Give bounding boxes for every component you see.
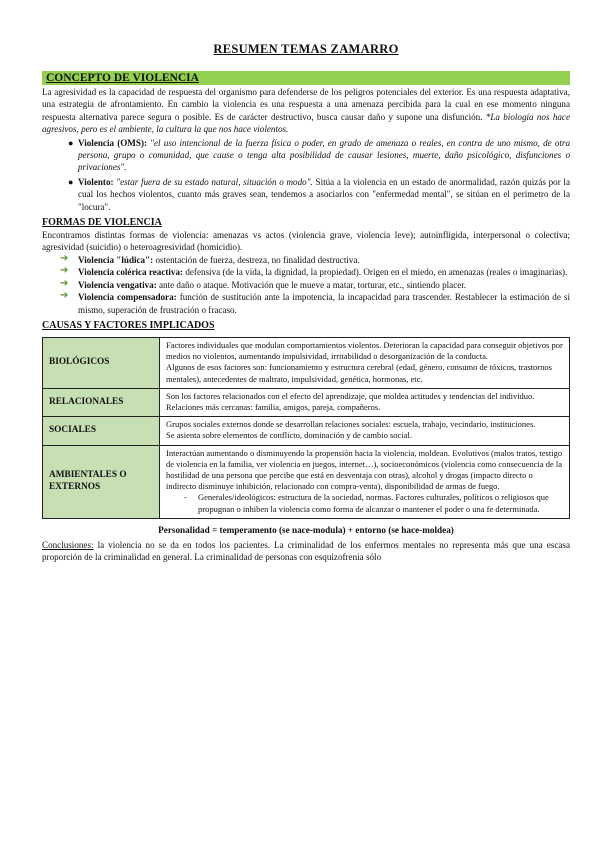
description-line: Factores individuales que modulan comportamientos violentos. Deterioran la capacidad para conseguir objetivos por medios no violentos, aumentando impulsividad, irritabilidad o desorganización de la conducta. xyxy=(166,339,563,362)
concepto-bullet-list xyxy=(42,137,570,213)
description-cell xyxy=(160,337,570,388)
sub-list xyxy=(166,492,563,514)
bullet-icon: ● xyxy=(68,137,74,148)
concepto-intro-text: La agresividad es la capacidad de respuesta del organismo para defenderse de los peligros potenciales del exterior. Es una respuesta adaptativa, una estrategia de afrontamiento. En cambio la violencia es una respuesta a una amenaza percibida para la cual en ese momento ninguna respuesta alternativa parece segura o posible. Es de carácter destructivo, busca causar daño y supone una disfunción. xyxy=(42,87,570,122)
list-item xyxy=(60,265,570,278)
section-heading-causas: CAUSAS Y FACTORES IMPLICADOS xyxy=(42,319,215,331)
item-term: Violencia colérica reactiva: xyxy=(78,267,184,278)
conclusion-text: la violencia no se da en todos los pacientes. La criminalidad de los enfermos mentales no representa más que una escasa proporción de la criminalidad en general. La criminalidad de personas con esquizofrenia sólo xyxy=(42,539,570,563)
description-line: Se asienta sobre elementos de conflicto, dominación y de cambio social. xyxy=(166,430,412,441)
bullet-icon: ● xyxy=(68,176,74,187)
document-title: RESUMEN TEMAS ZAMARRO xyxy=(213,42,399,56)
list-item xyxy=(68,176,570,213)
document-page xyxy=(42,36,570,564)
bullet-term: Violento: xyxy=(78,176,114,187)
list-item xyxy=(68,137,570,174)
item-text: ante daño o ataque. Motivación que le mueve a matar, torturar, etc., sintiendo placer. xyxy=(159,279,467,290)
description-cell xyxy=(160,417,570,445)
arrow-right-icon: ➔ xyxy=(60,265,69,277)
arrow-right-icon: ➔ xyxy=(60,290,69,302)
table-row xyxy=(43,388,570,416)
list-item xyxy=(184,492,563,514)
category-cell: AMBIENTALES O EXTERNOS xyxy=(43,445,160,518)
category-cell: BIOLÓGICOS xyxy=(43,337,160,388)
concepto-intro-italic: *La biología nos hace agresivos, pero es el ambiente, la cultura la que nos hace violentos. xyxy=(42,111,570,135)
bullet-text: Sitúa a la violencia en un estado de anormalidad, razón quizás por la cual los hechos violentos, cuanto más graves sean, tendemos a asociarlos con "enfermedad mental", se sitúan en el perímetro de la "locura". xyxy=(78,176,570,212)
arrow-right-icon: ➔ xyxy=(60,252,69,264)
bullet-text-italic: "estar fuera de su estado natural, situación o modo". xyxy=(116,176,313,187)
bullet-term: Violencia (OMS): xyxy=(78,137,147,148)
section-heading-formas: FORMAS DE VIOLENCIA xyxy=(42,217,162,229)
formas-list xyxy=(42,254,570,316)
description-cell xyxy=(160,388,570,416)
description-line: Son los factores relacionados con el efecto del aprendizaje, que moldea actitudes y tendencias del individuo. xyxy=(166,390,535,401)
sub-item-text: Generales/ideológicos: estructura de la sociedad, normas. Factores culturales, políticos o religiosos que propugnan o inhiben la violencia como forma de alcanzar o mantener el poder o una fe determinada. xyxy=(198,492,549,514)
table-row xyxy=(43,417,570,445)
item-term: Violencia vengativa: xyxy=(78,279,157,290)
table-row xyxy=(43,337,570,388)
item-term: Violencia compensadora: xyxy=(78,292,177,303)
concepto-intro xyxy=(42,86,570,136)
dash-icon: - xyxy=(184,492,187,503)
item-text: función de sustitución ante la impotencia, la incapacidad para trascender. Restablecer la estimación de sí mismo, superación de frustración o fracaso. xyxy=(78,292,570,315)
description-line: Grupos sociales externos donde se desarrollan relaciones sociales: escuela, trabajo, vecindario, instituciones. xyxy=(166,419,536,430)
description-line: Algunos de esos factores son: funcionamiento y estructura cerebral (edad, género, consumo de tóxicos, trastornos mentales), antecedentes de maltrato, impulsividad, genética, hormonas, etc. xyxy=(166,362,552,384)
personality-formula: Personalidad = temperamento (se nace-modula) + entorno (se hace-moldea) xyxy=(158,524,454,535)
item-text: defensiva (de la vida, la dignidad, la propiedad). Origen en el miedo, en amenazas (reales o imaginarias). xyxy=(185,267,568,278)
formas-intro: Encontramos distintas formas de violencia: amenazas vs actos (violencia grave, violencia leve); autoinfligida, interpersonal o colectiva; agresividad (suicidio) o heteroagresividad (homicidio). xyxy=(42,230,570,253)
table-row xyxy=(43,445,570,518)
conclusion-label: Conclusiones: xyxy=(42,539,94,550)
causes-table xyxy=(42,337,570,519)
category-cell: RELACIONALES xyxy=(43,388,160,416)
item-term: Violencia "lúdica": xyxy=(78,254,154,265)
item-text: ostentación de fuerza, destreza, no finalidad destructiva. xyxy=(155,254,360,265)
description-line: Interactúan aumentando o disminuyendo la propensión hacia la violencia, moldean. Evolutivos (malos tratos, testigo de violencia en la familia, ver violencia en juegos, internet…), socioeconómicos (violencia como consecuencia de la hostilidad de una persona que percibe que está en desventaja con otras), alcohol y drogas (impacto directo o indirecto disminuye inhibición, relacionado con compra-venta), disponibilidad de armas de fuego. xyxy=(166,447,563,492)
list-item xyxy=(60,290,570,316)
arrow-right-icon: ➔ xyxy=(60,277,69,289)
conclusion-paragraph xyxy=(42,539,570,564)
description-cell xyxy=(160,445,570,518)
list-item xyxy=(60,277,570,291)
description-line: Relaciones más cercanas: familia, amigos, pareja, compañeros. xyxy=(166,401,381,412)
section-heading-concepto: CONCEPTO DE VIOLENCIA xyxy=(42,71,570,85)
list-item xyxy=(60,252,570,266)
category-cell: SOCIALES xyxy=(43,417,160,445)
bullet-text: "el uso intencional de la fuerza física o poder, en grado de amenaza o reales, en contra de uno mismo, de otra persona, grupo o comunidad, que cause o tenga alta posibilidad de causar lesiones, muerte, daño psicológico, disfunciones o privaciones". xyxy=(78,137,570,173)
